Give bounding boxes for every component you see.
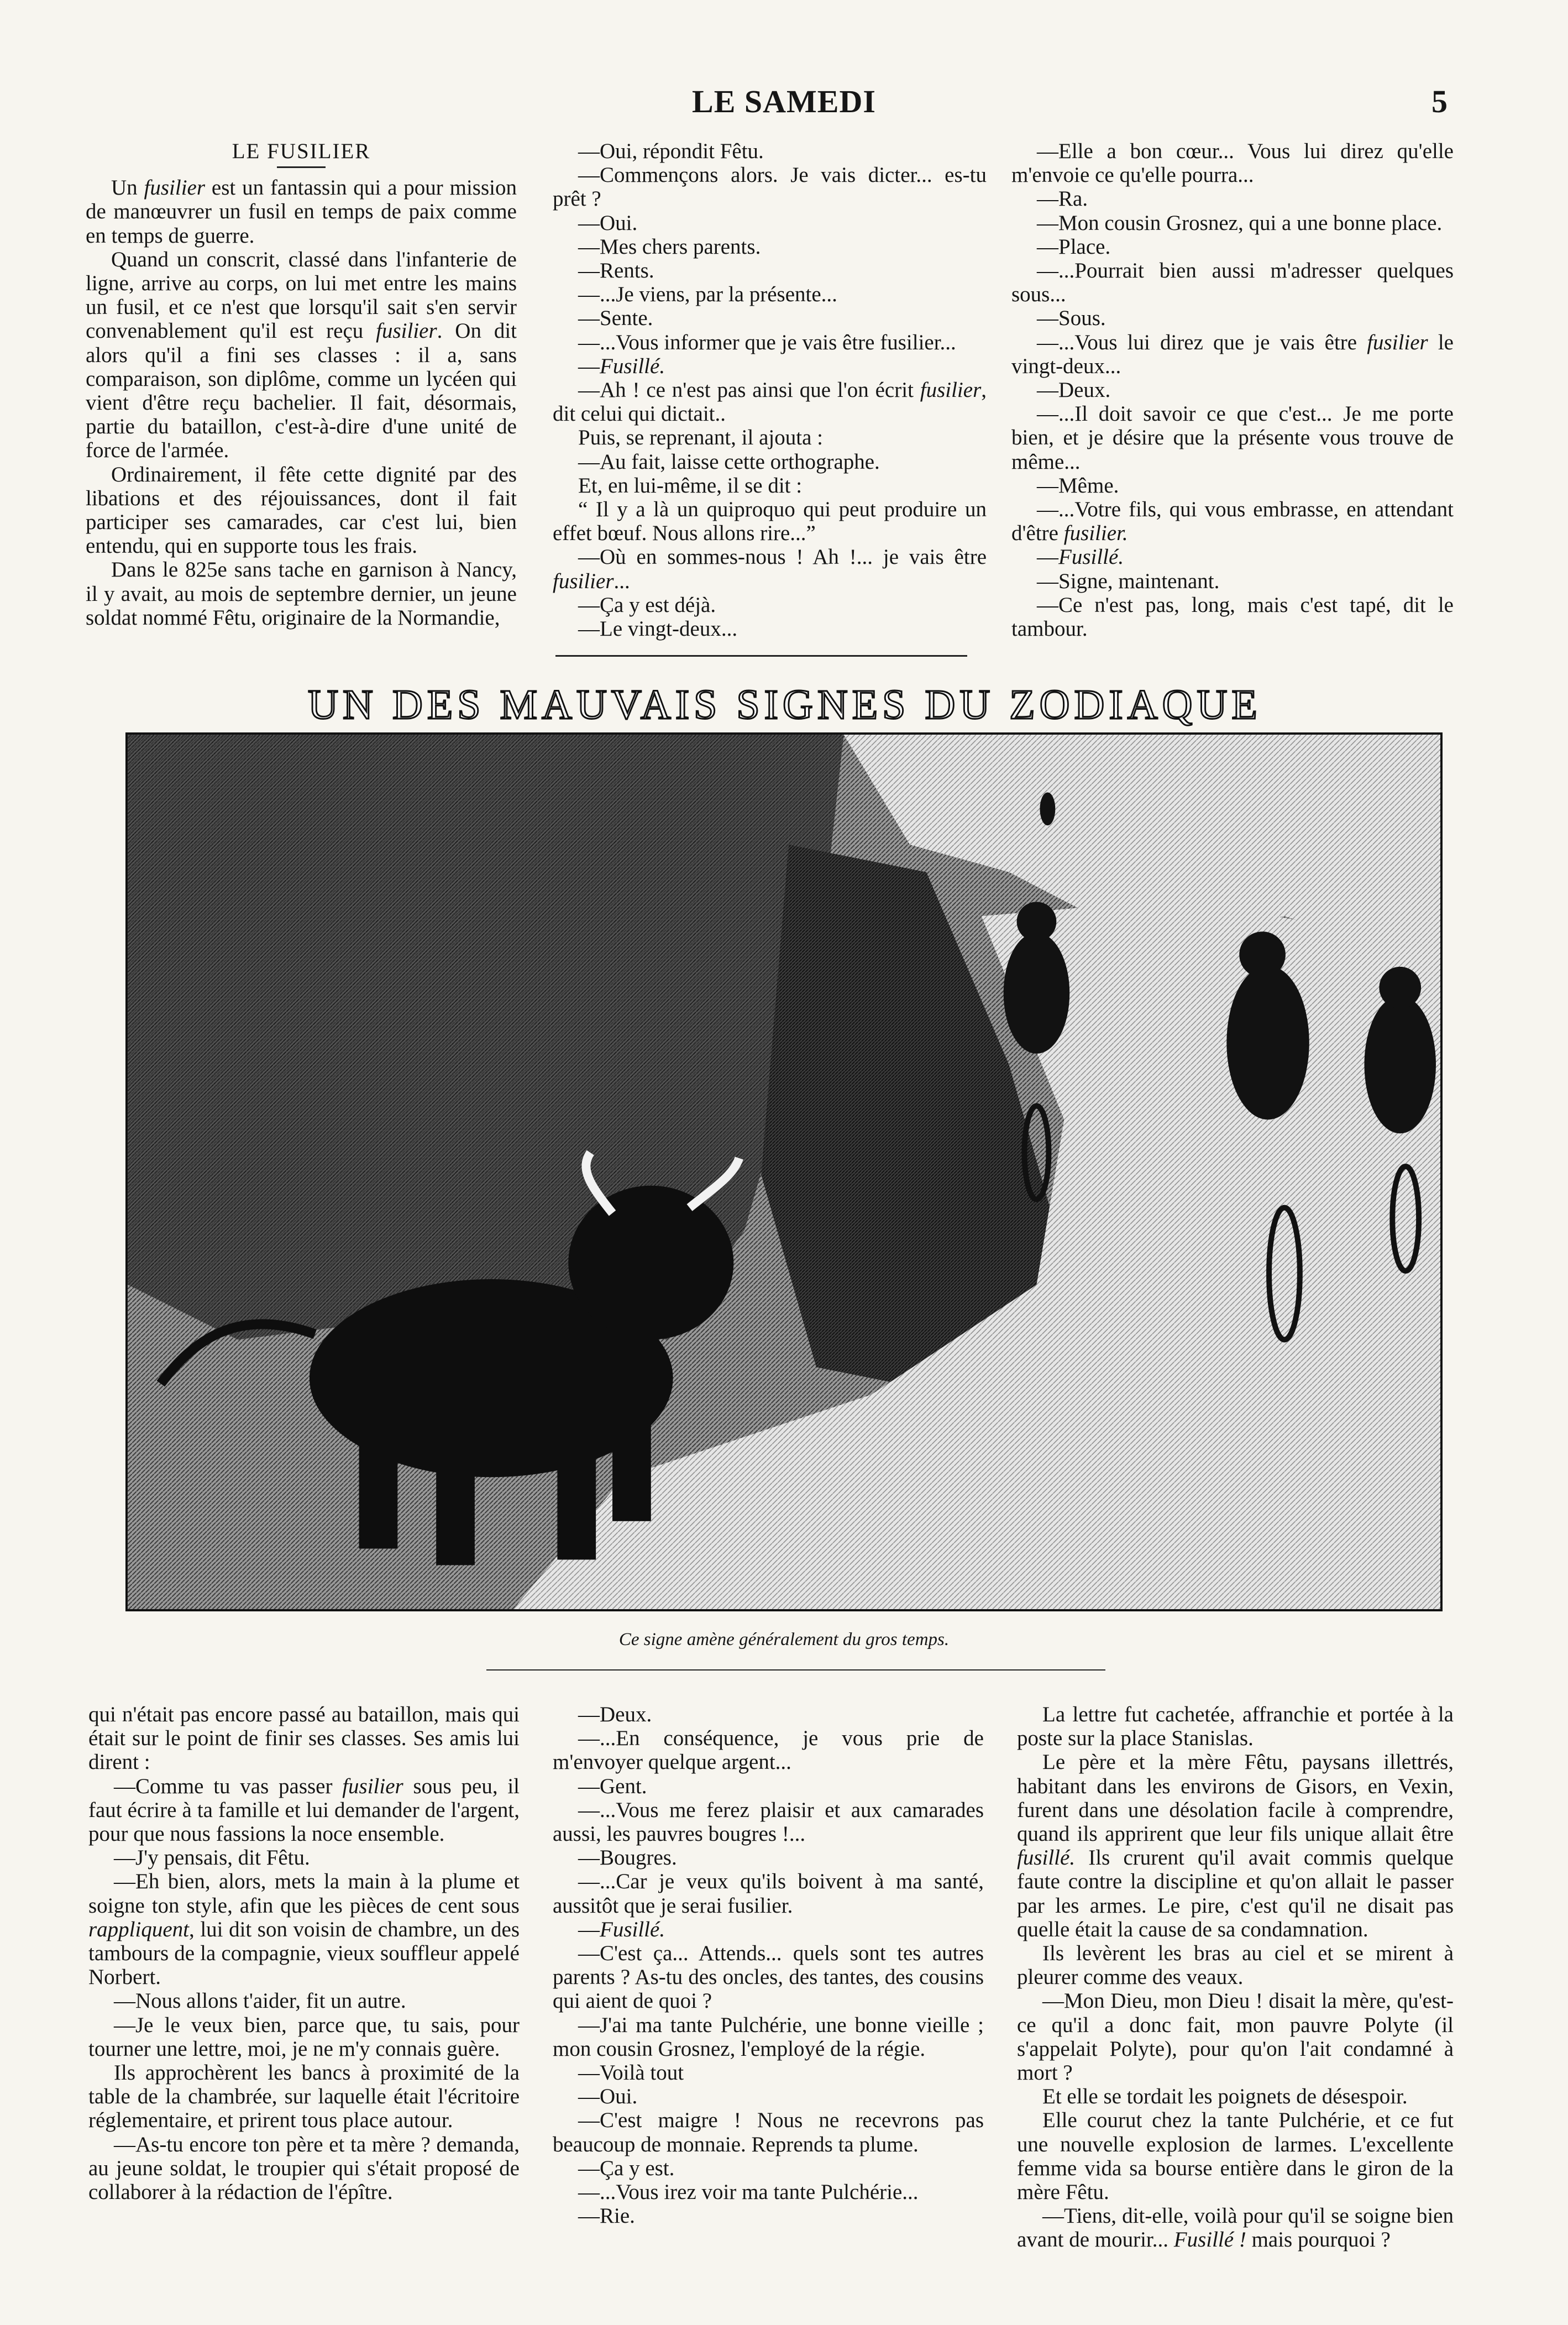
bottom-column-3 — [1017, 1703, 1454, 2252]
paragraph: —...Vous me ferez plaisir et aux camarades aussi, les pauvres bougres !... — [553, 1798, 984, 1846]
paragraphs — [553, 1703, 984, 2228]
paragraphs — [88, 1703, 520, 2204]
paragraph: —Mon cousin Grosnez, qui a une bonne place. — [1037, 211, 1443, 235]
paragraph: —Ça y est déjà. — [578, 593, 716, 617]
title-divider — [277, 166, 326, 168]
caption-rule — [486, 1669, 1105, 1671]
top-column-2 — [553, 139, 987, 641]
paragraph: —Au fait, laisse cette orthographe. — [578, 449, 880, 474]
paragraph: —Fusillé. — [1037, 545, 1124, 569]
paragraph: —Signe, maintenant. — [1037, 569, 1220, 593]
paragraph: —Même. — [1037, 473, 1119, 498]
paragraph: —J'ai ma tante Pulchérie, une bonne vieille ; mon cousin Grosnez, l'employé de la régie. — [553, 2013, 984, 2061]
paragraph: —...Il doit savoir ce que c'est... Je me porte bien, et je désire que la présente vous trouve de même... — [1011, 402, 1454, 474]
paragraph: Le père et la mère Fêtu, paysans illettrés, habitant dans les environs de Gisors, en Vexin, furent dans une désolation facile à comprendre, quand ils apprirent que leur fils unique allait être fusillé. Ils crurent qu'il avait commis quelque faute contre la discipline et qu'on allait le passer par les armes. Le pire, c'est qu'il ne disait pas quelle était la cause de sa condamnation. — [1017, 1750, 1454, 1941]
paragraph: —Ça y est. — [578, 2156, 675, 2180]
paragraph: Dans le 825e sans tache en garnison à Nancy, il y avait, au mois de septembre dernier, un jeune soldat nommé Fêtu, originaire de la Normandie, — [86, 558, 517, 630]
page-header — [0, 83, 1568, 122]
paragraph: —...Car je veux qu'ils boivent à ma santé, aussitôt que je serai fusilier. — [553, 1870, 984, 1918]
paragraph: Et, en lui-même, il se dit : — [578, 473, 803, 498]
top-column-1 — [86, 139, 517, 630]
paragraphs — [1011, 139, 1454, 641]
paragraph: —Mon Dieu, mon Dieu ! disait la mère, qu'est-ce qu'il a donc fait, mon pauvre Polyte (il s'appelait Polyte), pour qu'on l'ait condamné à mort ? — [1017, 1989, 1454, 2085]
paragraph: —Sente. — [578, 306, 653, 331]
page-number: 5 — [1431, 83, 1448, 119]
paragraph: Puis, se reprenant, il ajouta : — [578, 426, 823, 450]
paragraph: —...En conséquence, je vous prie de m'envoyer quelque argent... — [553, 1726, 984, 1774]
paragraph: Ils approchèrent les bancs à proximité de la table de la chambrée, sur laquelle était l'écritoire réglementaire, et prirent tous place autour. — [88, 2061, 520, 2133]
paragraph: —Sous. — [1037, 306, 1106, 331]
paragraph: “ Il y a là un quiproquo qui peut produire un effet bœuf. Nous allons rire...” — [553, 498, 987, 546]
paragraph: —...Pourrait bien aussi m'adresser quelques sous... — [1011, 259, 1454, 307]
paragraph: —Oui. — [578, 2085, 638, 2109]
paragraph: —...Vous irez voir ma tante Pulchérie... — [578, 2180, 919, 2204]
paragraph: —Oui, répondit Fêtu. — [578, 139, 764, 163]
paragraph: —Ah ! ce n'est pas ainsi que l'on écrit fusilier, dit celui qui dictait.. — [553, 378, 987, 426]
paragraph: —Oui. — [578, 211, 638, 235]
paragraph: —Fusillé. — [578, 354, 665, 378]
paragraph: —Fusillé. — [578, 1917, 665, 1941]
paragraphs — [86, 176, 517, 630]
paragraph: —Deux. — [1037, 378, 1111, 402]
paragraph: Et elle se tordait les poignets de désespoir. — [1042, 2085, 1408, 2109]
paragraph: La lettre fut cachetée, affranchie et portée à la poste sur la place Stanislas. — [1017, 1703, 1454, 1751]
paragraph: —Tiens, dit-elle, voilà pour qu'il se soigne bien avant de mourir... Fusillé ! mais pourquoi ? — [1017, 2204, 1454, 2252]
paragraphs — [1017, 1703, 1454, 2252]
paragraph: —Le vingt-deux... — [578, 617, 738, 641]
paragraph: Quand un conscrit, classé dans l'infanterie de ligne, arrive au corps, on lui met entre les mains un fusil, et ce n'est que lorsqu'il sait s'en servir convenablement qu'il est reçu fusilier. On dit alors qu'il a fini ses classes : il a, sans comparaison, son diplôme, comme un lycéen qui vient d'être reçu bachelier. Il fait, désormais, partie du bataillon, c'est-à-dire d'une unité de force de l'armée. — [86, 247, 517, 463]
paragraph: Ordinairement, il fête cette dignité par des libations et des réjouissances, dont il fait participer ses camarades, car c'est lui, bien entendu, qui en supporte tous les frais. — [86, 462, 517, 558]
paragraph: Elle courut chez la tante Pulchérie, et ce fut une nouvelle explosion de larmes. L'excellente femme vida sa bourse entière dans le giron de la mère Fêtu. — [1017, 2108, 1454, 2204]
paragraph: Ils levèrent les bras au ciel et se mirent à pleurer comme des veaux. — [1017, 1941, 1454, 1989]
paragraph: —Où en sommes-nous ! Ah !... je vais être fusilier... — [553, 545, 987, 593]
paragraph: —...Je viens, par la présente... — [578, 282, 837, 307]
illustration-title: UN DES MAUVAIS SIGNES DU ZODIAQUE — [308, 682, 1262, 728]
top-column-3 — [1011, 139, 1454, 641]
paragraph: —Voilà tout — [578, 2061, 684, 2085]
paragraph: —Bougres. — [578, 1846, 677, 1870]
paragraph: —...Vous lui direz que je vais être fusilier le vingt-deux... — [1011, 330, 1454, 378]
paragraph: —Place. — [1037, 234, 1111, 259]
paragraph: —J'y pensais, dit Fêtu. — [114, 1846, 310, 1870]
bottom-column-1 — [88, 1703, 520, 2204]
paragraph: —Nous allons t'aider, fit un autre. — [114, 1989, 406, 2013]
paragraph: —...Vous informer que je vais être fusilier... — [578, 330, 956, 354]
paragraph: —Commençons alors. Je vais dicter... es-tu prêt ? — [553, 163, 987, 211]
paragraph: —C'est ça... Attends... quels sont tes autres parents ? As-tu des oncles, des tantes, des cousins qui aient de quoi ? — [553, 1941, 984, 2013]
paragraph: —As-tu encore ton père et ta mère ? demanda, au jeune soldat, le troupier qui s'était proposé de collaborer à la rédaction de l'épître. — [88, 2132, 520, 2204]
paragraph: —Eh bien, alors, mets la main à la plume et soigne ton style, afin que les pièces de cent sous rappliquent, lui dit son voisin de chambre, un des tambours de la compagnie, vieux souffleur appelé Norbert. — [88, 1870, 520, 1989]
paragraph: —Gent. — [578, 1774, 647, 1798]
paragraph: —Comme tu vas passer fusilier sous peu, il faut écrire à ta famille et lui demander de l'argent, pour que nous fassions la noce ensemble. — [88, 1774, 520, 1846]
paragraph: —Elle a bon cœur... Vous lui direz qu'elle m'envoie ce qu'elle pourra... — [1011, 139, 1454, 187]
bottom-column-2 — [553, 1703, 984, 2228]
masthead-title: LE SAMEDI — [692, 83, 876, 119]
bull-cyclists-icon — [128, 735, 1440, 1609]
paragraphs — [553, 139, 987, 641]
paragraph: Un fusilier est un fantassin qui a pour mission de manœuvrer un fusil en temps de paix comme en temps de guerre. — [86, 176, 517, 248]
paragraph: —...Votre fils, qui vous embrasse, en attendant d'être fusilier. — [1011, 498, 1454, 546]
paragraph: —Rents. — [578, 259, 654, 283]
section-rule — [555, 655, 967, 657]
paragraph: —Ce n'est pas, long, mais c'est tapé, dit le tambour. — [1011, 593, 1454, 641]
paragraph: —Mes chers parents. — [578, 234, 761, 259]
paragraph: —Ra. — [1037, 187, 1088, 211]
paragraph: —Je le veux bien, parce que, tu sais, pour tourner une lettre, moi, je ne m'y connais guère. — [88, 2013, 520, 2061]
paragraph: —Deux. — [578, 1703, 652, 1726]
article-title: LE FUSILIER — [232, 139, 371, 163]
paragraph: —C'est maigre ! Nous ne recevrons pas beaucoup de monnaie. Reprends ta plume. — [553, 2108, 984, 2156]
paragraph: qui n'était pas encore passé au bataillon, mais qui était sur le point de finir ses classes. Ses amis lui dirent : — [88, 1703, 520, 1774]
illustration-image — [125, 732, 1443, 1611]
paragraph: —Rie. — [578, 2204, 635, 2228]
illustration-caption: Ce signe amène généralement du gros temps. — [618, 1630, 950, 1650]
